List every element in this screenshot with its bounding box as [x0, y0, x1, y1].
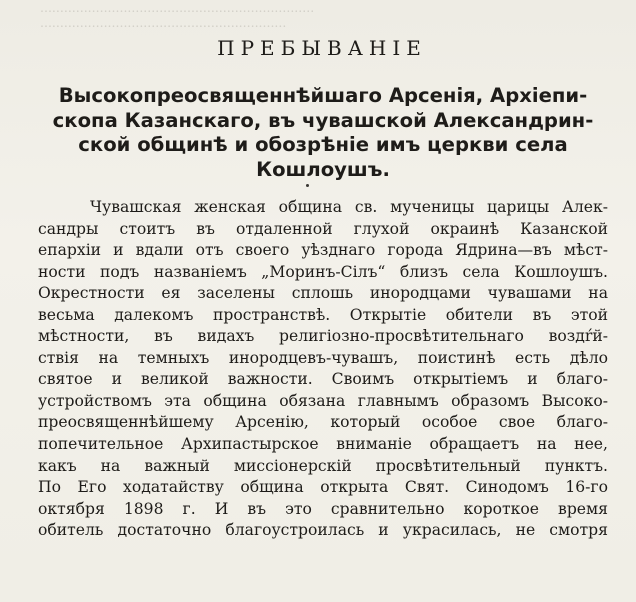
body-line: обитель достаточно благоустроилась и украсилась, не смотря	[38, 521, 608, 540]
body-line: сандры стоитъ въ отдаленной глухой окраинѣ Казанской	[38, 219, 608, 238]
body-line: Чувашская женская община св. мученицы царицы Алек-	[90, 198, 608, 216]
body-line: мѣстности, въ видахъ религіозно-просвѣтительнаго воздŕй-	[38, 327, 608, 346]
body-line: ности подъ названіемъ „Моринъ-Сілъ“ близъ села Кошлоушъ.	[38, 262, 608, 281]
body-line: преосвященнѣйшему Арсенію, который особое свое благо-	[38, 413, 608, 432]
body-line: октября 1898 г. И въ это сравнительно короткое время	[38, 499, 608, 518]
body-line: святое и великой важности. Своимъ открытіемъ и благо-	[38, 370, 608, 389]
article-subtitle	[38, 84, 608, 182]
page-heading: ПРЕБЫВАНІЕ	[217, 36, 427, 60]
subtitle-line: Кошлоушъ.	[256, 157, 390, 181]
separator-dot	[306, 184, 309, 187]
body-line: весьма далекомъ пространствѣ. Открытіе обители въ этой	[38, 305, 608, 324]
subtitle-line: ской общинѣ и обозрѣніе имъ церкви села	[78, 133, 568, 156]
body-line: устройствомъ эта община обязана главнымъ образомъ Высоко-	[38, 391, 608, 410]
body-line: какъ на важный миссіонерскій просвѣтительный пунктъ.	[38, 456, 608, 475]
body-line: попечительное Архипастырское вниманіе обращаетъ на нее,	[38, 435, 608, 454]
body-line: епархіи и вдали отъ своего уѣзднаго города Ядрина—въ мѣст-	[38, 241, 608, 260]
bleed-through-text: ..................................................................... ..............................................................	[40, 0, 315, 30]
subtitle-line: скопа Казанскаго, въ чувашской Александрин-	[52, 108, 594, 132]
body-line: Окрестности ея заселены сплошь инородцами чувашами на	[38, 284, 608, 303]
body-line: ствія на темныхъ инородцевъ-чувашъ, поистинѣ есть дѣло	[38, 348, 608, 367]
article-body	[38, 197, 608, 542]
body-line: По Его ходатайству община открыта Свят. Синодомъ 16-го	[38, 478, 608, 497]
subtitle-line: Высокопреосвященнѣйшаго Арсенія, Архіепи-	[58, 84, 588, 107]
